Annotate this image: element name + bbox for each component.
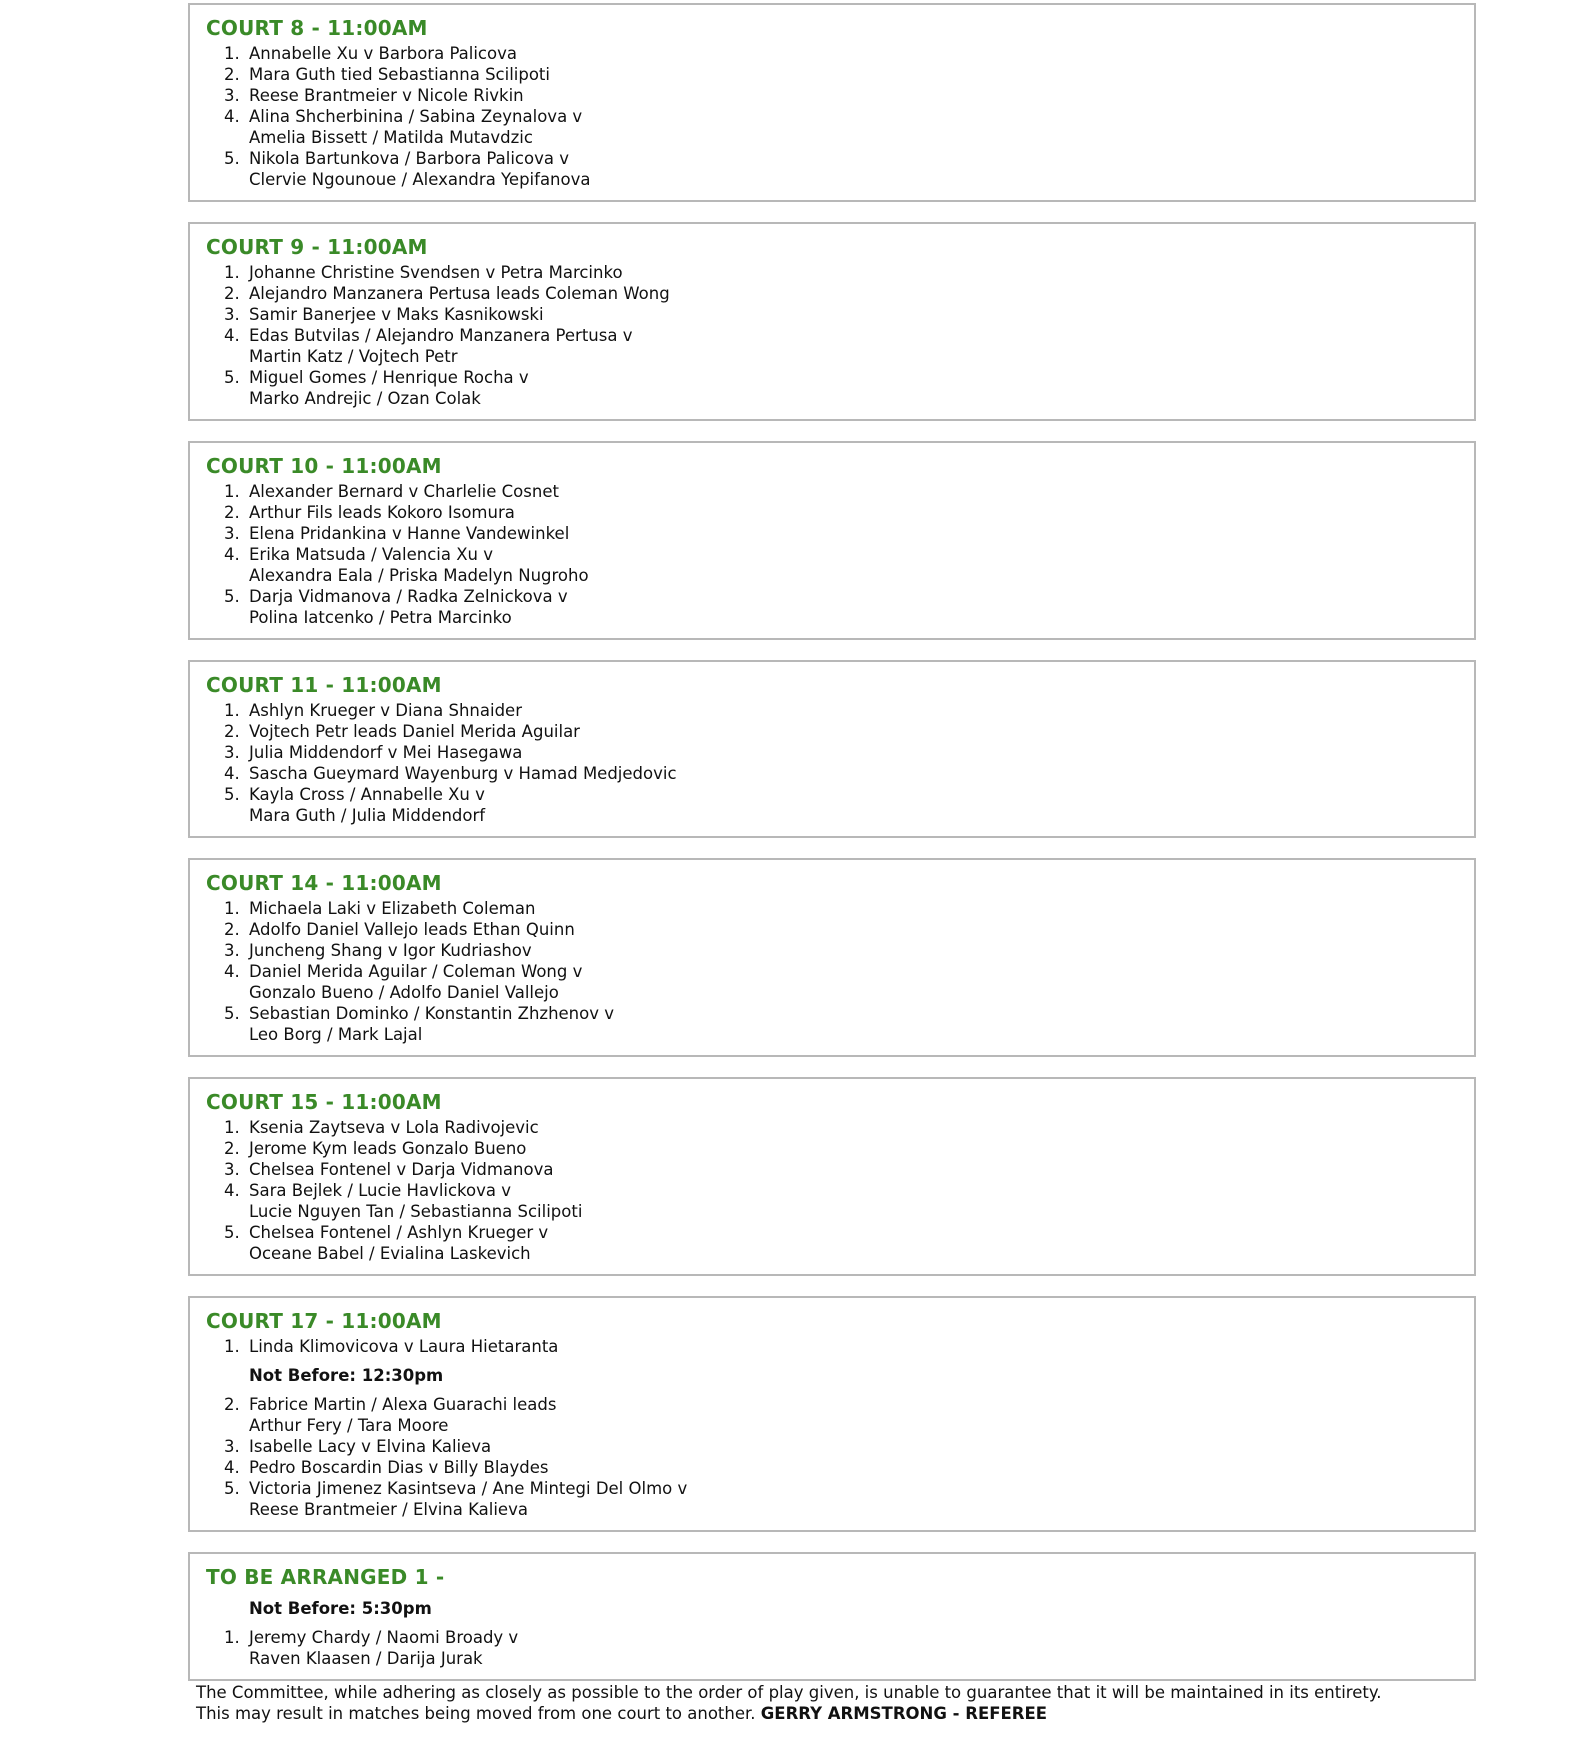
court-block xyxy=(188,3,1476,202)
match-item xyxy=(206,940,1458,961)
match-line: Pedro Boscardin Dias v Billy Blaydes xyxy=(249,1458,549,1477)
committee-disclaimer xyxy=(196,1682,1556,1724)
match-line: Nikola Bartunkova / Barbora Palicova v xyxy=(249,149,569,168)
match-item xyxy=(206,148,1458,190)
disclaimer-line-1: The Committee, while adhering as closely as possible to the order of play given, is unable to guarantee that it will be maintained in its entirety. xyxy=(196,1683,1382,1702)
match-number: 3. xyxy=(224,1160,240,1179)
match-number: 2. xyxy=(224,1395,240,1414)
court-block xyxy=(188,858,1476,1057)
match-number: 1. xyxy=(224,1628,240,1647)
disclaimer-text: This may result in matches being moved from one court to another. xyxy=(196,1704,756,1723)
match-item xyxy=(206,1394,1458,1436)
match-item xyxy=(206,304,1458,325)
match-number: 5. xyxy=(224,587,240,606)
match-line: Annabelle Xu v Barbora Palicova xyxy=(249,44,517,63)
match-number: 4. xyxy=(224,1458,240,1477)
referee-name: GERRY ARMSTRONG - REFEREE xyxy=(760,1704,1048,1723)
match-line: Victoria Jimenez Kasintseva / Ane Mintegi Del Olmo v xyxy=(249,1479,688,1498)
match-line: Ashlyn Krueger v Diana Shnaider xyxy=(249,701,522,720)
match-line: Daniel Merida Aguilar / Coleman Wong v xyxy=(249,962,583,981)
match-line: Raven Klaasen / Darija Jurak xyxy=(249,1649,483,1668)
match-list xyxy=(206,700,1458,826)
match-line: Chelsea Fontenel / Ashlyn Krueger v xyxy=(249,1223,549,1242)
match-line: Vojtech Petr leads Daniel Merida Aguilar xyxy=(249,722,580,741)
match-number: 2. xyxy=(224,65,240,84)
match-list xyxy=(206,1117,1458,1264)
match-item xyxy=(206,742,1458,763)
match-line: Leo Borg / Mark Lajal xyxy=(249,1025,423,1044)
match-list xyxy=(206,1336,1458,1520)
match-number: 1. xyxy=(224,263,240,282)
match-line: Sara Bejlek / Lucie Havlickova v xyxy=(249,1181,512,1200)
match-line: Polina Iatcenko / Petra Marcinko xyxy=(249,608,512,627)
court-title: COURT 14 - 11:00AM xyxy=(206,871,442,895)
match-line: Juncheng Shang v Igor Kudriashov xyxy=(249,941,532,960)
match-line: Lucie Nguyen Tan / Sebastianna Scilipoti xyxy=(249,1202,583,1221)
match-line: Reese Brantmeier / Elvina Kalieva xyxy=(249,1500,528,1519)
match-number: 1. xyxy=(224,44,240,63)
match-item xyxy=(206,1336,1458,1357)
disclaimer-line-2 xyxy=(196,1703,1556,1724)
not-before-time: Not Before: 5:30pm xyxy=(249,1599,432,1618)
match-number: 1. xyxy=(224,1337,240,1356)
match-item xyxy=(206,1159,1458,1180)
match-item xyxy=(206,898,1458,919)
match-number: 4. xyxy=(224,1181,240,1200)
match-number: 4. xyxy=(224,764,240,783)
court-title: COURT 8 - 11:00AM xyxy=(206,16,428,40)
match-line: Darja Vidmanova / Radka Zelnickova v xyxy=(249,587,568,606)
match-item xyxy=(206,523,1458,544)
match-line: Alejandro Manzanera Pertusa leads Coleman Wong xyxy=(249,284,670,303)
match-number: 2. xyxy=(224,503,240,522)
court-title: COURT 9 - 11:00AM xyxy=(206,235,428,259)
match-item xyxy=(206,367,1458,409)
match-line: Marko Andrejic / Ozan Colak xyxy=(249,389,481,408)
match-item xyxy=(206,961,1458,1003)
match-line: Sebastian Dominko / Konstantin Zhzhenov v xyxy=(249,1004,614,1023)
match-number: 3. xyxy=(224,941,240,960)
match-line: Erika Matsuda / Valencia Xu v xyxy=(249,545,494,564)
court-title: COURT 15 - 11:00AM xyxy=(206,1090,442,1114)
court-block xyxy=(188,660,1476,838)
court-block xyxy=(188,1552,1476,1681)
match-line: Miguel Gomes / Henrique Rocha v xyxy=(249,368,529,387)
match-line: Johanne Christine Svendsen v Petra Marcinko xyxy=(249,263,623,282)
match-item xyxy=(206,1478,1458,1520)
match-line: Reese Brantmeier v Nicole Rivkin xyxy=(249,86,524,105)
match-line: Mara Guth tied Sebastianna Scilipoti xyxy=(249,65,550,84)
court-title: COURT 17 - 11:00AM xyxy=(206,1309,442,1333)
match-number: 5. xyxy=(224,368,240,387)
match-item xyxy=(206,1222,1458,1264)
match-number: 3. xyxy=(224,524,240,543)
match-list xyxy=(206,898,1458,1045)
match-number: 3. xyxy=(224,1437,240,1456)
match-line: Alexander Bernard v Charlelie Cosnet xyxy=(249,482,559,501)
match-number: 2. xyxy=(224,722,240,741)
match-item xyxy=(206,262,1458,283)
match-list xyxy=(206,262,1458,409)
match-line: Alexandra Eala / Priska Madelyn Nugroho xyxy=(249,566,589,585)
match-item xyxy=(206,1627,1458,1669)
match-number: 2. xyxy=(224,1139,240,1158)
match-number: 1. xyxy=(224,1118,240,1137)
match-item xyxy=(206,43,1458,64)
match-line: Kayla Cross / Annabelle Xu v xyxy=(249,785,485,804)
match-line: Arthur Fils leads Kokoro Isomura xyxy=(249,503,515,522)
match-item xyxy=(206,1138,1458,1159)
match-item xyxy=(206,784,1458,826)
match-line: Jeremy Chardy / Naomi Broady v xyxy=(249,1628,519,1647)
match-line: Ksenia Zaytseva v Lola Radivojevic xyxy=(249,1118,539,1137)
match-number: 3. xyxy=(224,743,240,762)
match-line: Gonzalo Bueno / Adolfo Daniel Vallejo xyxy=(249,983,559,1002)
match-number: 3. xyxy=(224,86,240,105)
match-number: 5. xyxy=(224,1479,240,1498)
match-item xyxy=(206,481,1458,502)
match-line: Alina Shcherbinina / Sabina Zeynalova v xyxy=(249,107,583,126)
court-title: TO BE ARRANGED 1 - xyxy=(206,1565,445,1589)
match-item xyxy=(206,106,1458,148)
match-number: 4. xyxy=(224,962,240,981)
court-title: COURT 11 - 11:00AM xyxy=(206,673,442,697)
match-number: 5. xyxy=(224,149,240,168)
match-number: 5. xyxy=(224,1004,240,1023)
match-item xyxy=(206,721,1458,742)
match-line: Edas Butvilas / Alejandro Manzanera Pertusa v xyxy=(249,326,633,345)
match-line: Amelia Bissett / Matilda Mutavdzic xyxy=(249,128,533,147)
match-line: Jerome Kym leads Gonzalo Bueno xyxy=(249,1139,527,1158)
match-line: Fabrice Martin / Alexa Guarachi leads xyxy=(249,1395,557,1414)
match-list xyxy=(206,481,1458,628)
match-number: 1. xyxy=(224,482,240,501)
match-number: 2. xyxy=(224,284,240,303)
match-line: Clervie Ngounoue / Alexandra Yepifanova xyxy=(249,170,591,189)
match-number: 4. xyxy=(224,326,240,345)
match-line: Mara Guth / Julia Middendorf xyxy=(249,806,486,825)
match-line: Elena Pridankina v Hanne Vandewinkel xyxy=(249,524,570,543)
match-line: Julia Middendorf v Mei Hasegawa xyxy=(249,743,523,762)
match-number: 1. xyxy=(224,701,240,720)
match-item xyxy=(206,1457,1458,1478)
court-block xyxy=(188,222,1476,421)
match-number: 5. xyxy=(224,1223,240,1242)
match-list xyxy=(206,43,1458,190)
match-number: 5. xyxy=(224,785,240,804)
match-line: Linda Klimovicova v Laura Hietaranta xyxy=(249,1337,559,1356)
court-block xyxy=(188,1077,1476,1276)
match-item xyxy=(206,502,1458,523)
match-item xyxy=(206,763,1458,784)
match-item xyxy=(206,919,1458,940)
match-line: Martin Katz / Vojtech Petr xyxy=(249,347,458,366)
match-item xyxy=(206,85,1458,106)
match-item xyxy=(206,64,1458,85)
match-item xyxy=(206,1117,1458,1138)
match-number: 2. xyxy=(224,920,240,939)
match-list xyxy=(206,1598,1458,1669)
match-number: 4. xyxy=(224,545,240,564)
match-item xyxy=(206,586,1458,628)
match-item xyxy=(206,1180,1458,1222)
match-item xyxy=(206,325,1458,367)
order-of-play xyxy=(188,3,1476,1701)
not-before-time: Not Before: 12:30pm xyxy=(249,1366,444,1385)
match-line: Adolfo Daniel Vallejo leads Ethan Quinn xyxy=(249,920,575,939)
match-item xyxy=(206,544,1458,586)
match-item xyxy=(206,283,1458,304)
match-line: Chelsea Fontenel v Darja Vidmanova xyxy=(249,1160,554,1179)
match-line: Isabelle Lacy v Elvina Kalieva xyxy=(249,1437,492,1456)
match-line: Michaela Laki v Elizabeth Coleman xyxy=(249,899,536,918)
court-title: COURT 10 - 11:00AM xyxy=(206,454,442,478)
court-block xyxy=(188,441,1476,640)
match-line: Oceane Babel / Evialina Laskevich xyxy=(249,1244,531,1263)
match-line: Samir Banerjee v Maks Kasnikowski xyxy=(249,305,544,324)
match-number: 1. xyxy=(224,899,240,918)
match-item xyxy=(206,1436,1458,1457)
match-line: Sascha Gueymard Wayenburg v Hamad Medjedovic xyxy=(249,764,677,783)
match-item xyxy=(206,700,1458,721)
match-number: 3. xyxy=(224,305,240,324)
match-line: Arthur Fery / Tara Moore xyxy=(249,1416,449,1435)
court-block xyxy=(188,1296,1476,1532)
match-item xyxy=(206,1003,1458,1045)
match-number: 4. xyxy=(224,107,240,126)
